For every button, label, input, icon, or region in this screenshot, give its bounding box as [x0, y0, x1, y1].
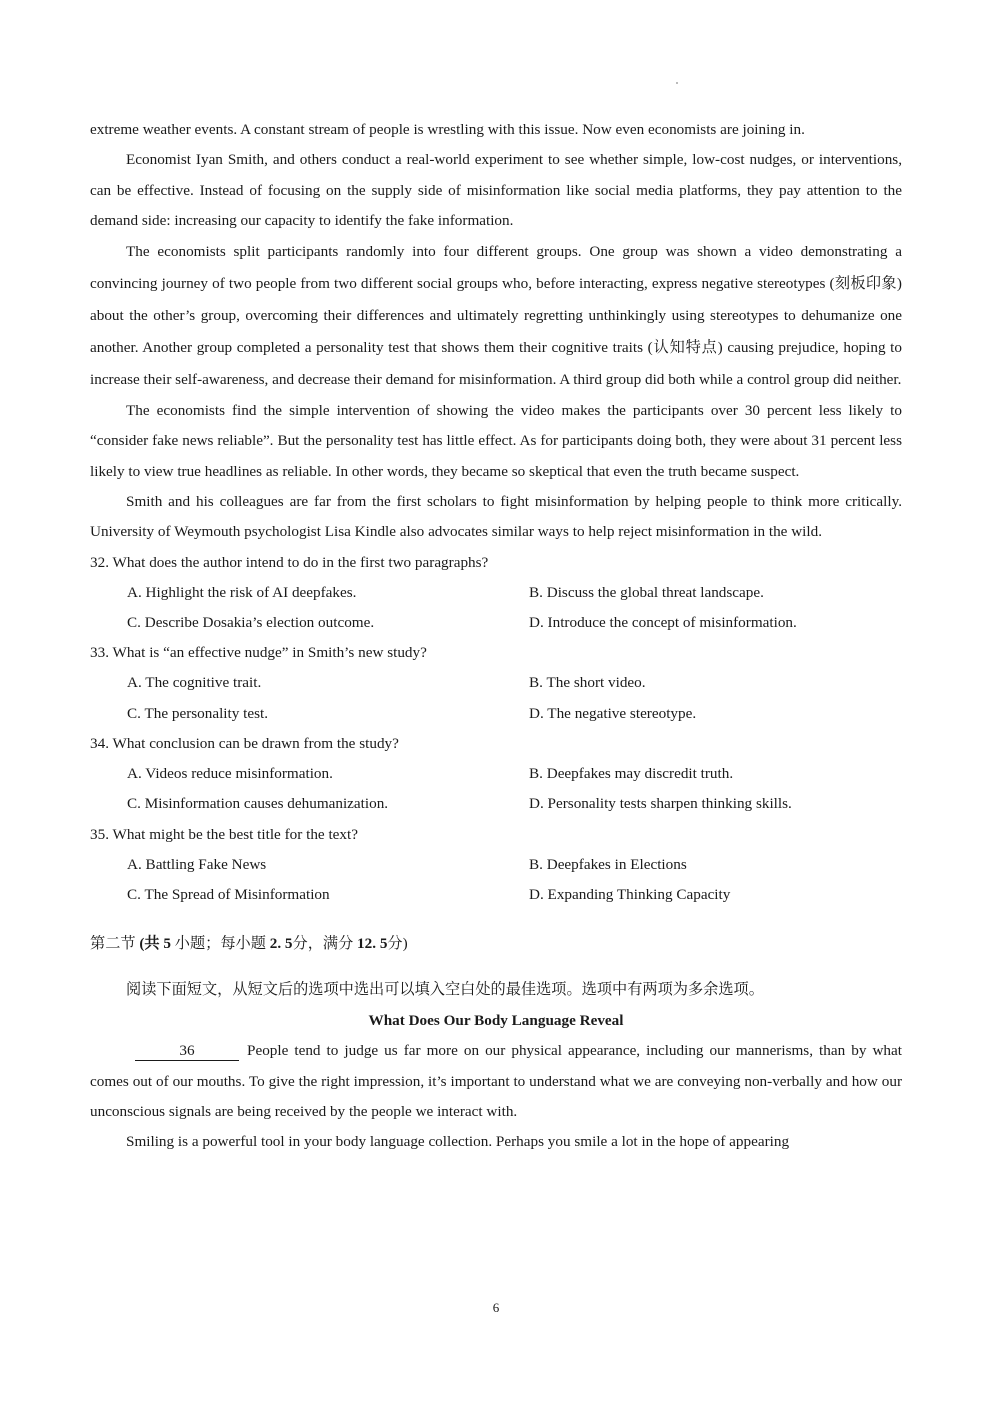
option-c: C. The personality test.	[127, 704, 269, 722]
reading-passage	[90, 115, 902, 1157]
section-meta-4: 2. 5	[269, 935, 293, 953]
passage-paragraph-4: Smith and his colleagues are far from the first scholars to fight misinformation by helping people to think more critically. University of Weymouth psychologist Lisa Kindle also advocates similar ways to help reject misinformation in the wild.	[90, 493, 902, 541]
question-stem: 33. What is “an effective nudge” in Smith’s new study?	[90, 644, 427, 662]
option-d: D. The negative stereotype.	[529, 704, 697, 722]
question-34	[90, 729, 902, 820]
option-b: B. Deepfakes may discredit truth.	[529, 765, 734, 783]
option-d: D. Personality tests sharpen thinking skills.	[529, 795, 792, 813]
cloze-paragraph-1	[90, 1036, 902, 1127]
section-meta-3: 小题；每小题	[174, 935, 266, 953]
options	[127, 850, 902, 910]
option-c: C. Describe Dosakia’s election outcome.	[127, 614, 375, 632]
answer-blank-36[interactable]: 36	[135, 1042, 239, 1061]
passage-paragraph-3: The economists find the simple intervention of showing the video makes the participants over 30 percent less likely to “consider fake news reliable”. But the personality test has little effect. As for participants doing both, they were about 31 percent less likely to view true headlines as reliable. In other words, they became so skeptical that even the truth became suspect.	[90, 402, 902, 480]
section-meta-5: 分，满分	[292, 935, 354, 953]
section-meta-6: 12. 5	[357, 935, 388, 953]
cloze-paragraph-text: People tend to judge us far more on our physical appearance, including our mannerisms, than by what comes out of our mouths. To give the right impression, it’s important to understand what we are conveying non-verbally and how our unconscious signals are being received by the people we interact with.	[90, 1042, 902, 1120]
passage-title: What Does Our Body Language Reveal	[368, 1012, 624, 1030]
question-stem: 35. What might be the best title for the text?	[90, 825, 358, 843]
option-b: B. Deepfakes in Elections	[529, 855, 687, 873]
passage-paragraph-continued: extreme weather events. A constant stream of people is wrestling with this issue. Now even economists are joining in.	[90, 121, 805, 138]
page-number: 6	[492, 1300, 500, 1315]
scan-speck	[676, 82, 678, 84]
question-stem: 34. What conclusion can be drawn from the study?	[90, 734, 399, 752]
section-meta-7: 分)	[387, 935, 408, 953]
option-c: C. Misinformation causes dehumanization.	[127, 795, 389, 813]
passage-paragraph-2: The economists split participants randomly into four different groups. One group was shown a video demonstrating a convincing journey of two people from two different social groups who, before interacting, express negative stereotypes (刻板印象) about the other’s group, overcoming their differences and ultimately regretting unthinkingly using stereotypes to dehumanize one another. Another group completed a personality test that shows them their cognitive traits (认知特点) causing prejudice, hoping to increase their self-awareness, and decrease their demand for misinformation. A third group did both while a control group did neither.	[90, 243, 902, 389]
option-a: A. The cognitive trait.	[127, 674, 262, 692]
option-c: C. The Spread of Misinformation	[127, 885, 330, 903]
options	[127, 578, 902, 638]
question-35	[90, 820, 902, 911]
section-heading	[90, 928, 902, 959]
option-a: A. Battling Fake News	[127, 855, 267, 873]
option-a: A. Videos reduce misinformation.	[127, 765, 333, 783]
section-meta-2: 5	[163, 935, 171, 953]
section-meta-1: (共	[139, 935, 160, 953]
question-stem: 32. What does the author intend to do in the first two paragraphs?	[90, 553, 489, 571]
options	[127, 759, 902, 819]
option-b: B. Discuss the global threat landscape.	[529, 583, 764, 601]
option-d: D. Expanding Thinking Capacity	[529, 885, 731, 903]
question-32	[90, 548, 902, 639]
option-b: B. The short video.	[529, 674, 646, 692]
option-a: A. Highlight the risk of AI deepfakes.	[127, 583, 357, 601]
option-d: D. Introduce the concept of misinformation.	[529, 614, 797, 632]
options	[127, 668, 902, 728]
section-instruction: 阅读下面短文，从短文后的选项中选出可以填入空白处的最佳选项。选项中有两项为多余选项。	[126, 981, 764, 999]
cloze-paragraph-2: Smiling is a powerful tool in your body language collection. Perhaps you smile a lot in the hope of appearing	[126, 1133, 790, 1151]
passage-paragraph-1: Economist Iyan Smith, and others conduct a real-world experiment to see whether simple, low-cost nudges, or interventions, can be effective. Instead of focusing on the supply side of misinformation like social media platforms, they pay attention to the demand side: increasing our capacity to identify the fake information.	[90, 151, 902, 229]
section-label: 第二节	[90, 935, 136, 953]
question-33	[90, 638, 902, 729]
